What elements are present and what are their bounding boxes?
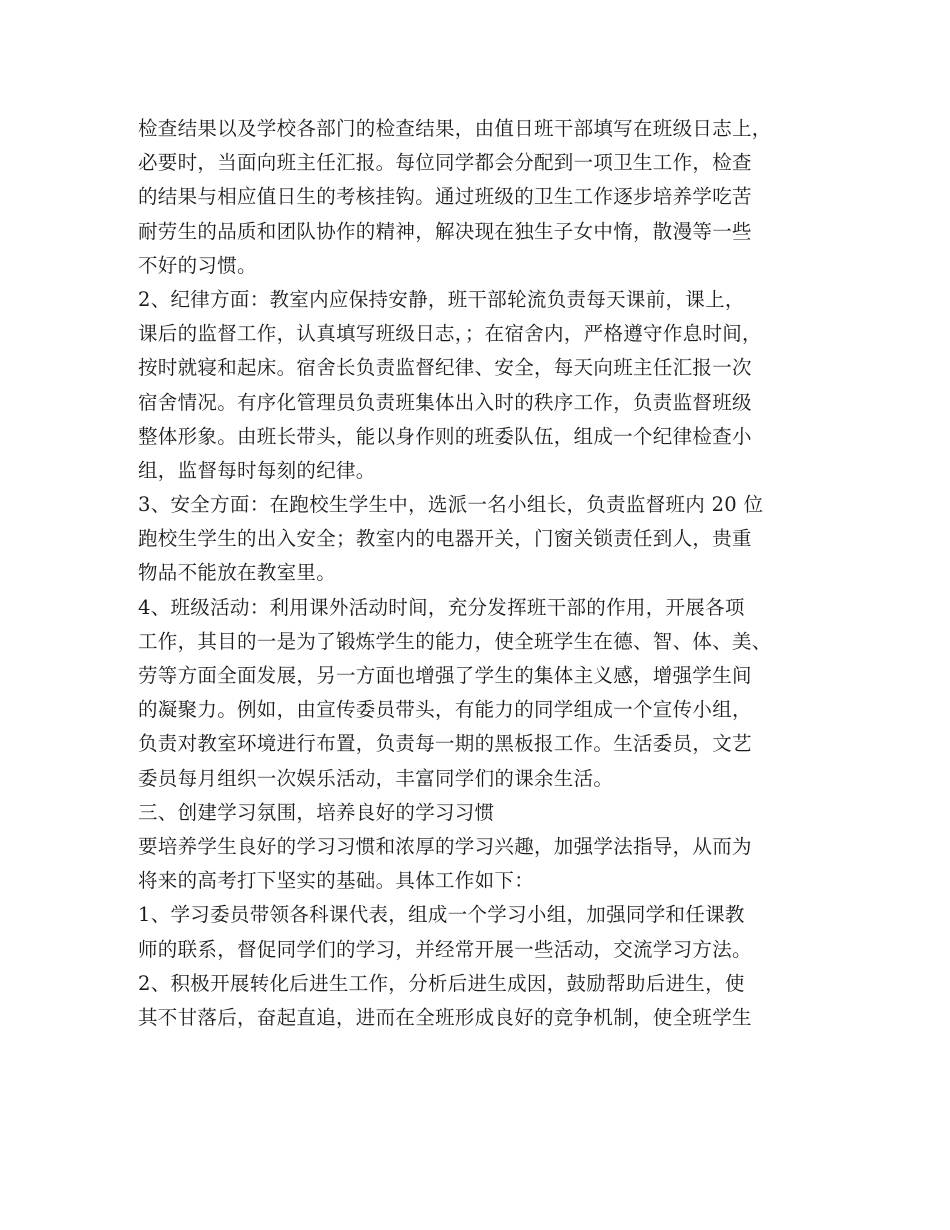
text-line: 3、安全方面：在跑校生学生中，选派一名小组长，负责监督班内 20 位: [138, 493, 764, 517]
text-line: 不好的习惯。: [138, 253, 257, 277]
text-line: 跑校生学生的出入安全；教室内的电器开关，门窗关锁责任到人，贵重: [138, 527, 752, 551]
text-line: 物品不能放在教室里。: [138, 561, 337, 585]
text-line: 整体形象。由班长带头，能以身作则的班委队伍，组成一个纪律检查小: [138, 424, 752, 448]
text-line: 4、班级活动：利用课外活动时间，充分发挥班干部的作用，开展各项: [138, 595, 745, 619]
text-line: 师的联系，督促同学们的学习，并经常开展一些活动，交流学习方法。: [138, 937, 752, 961]
text-line: 必要时，当面向班主任汇报。每位同学都会分配到一项卫生工作，检查: [138, 151, 752, 175]
text-line: 检查结果以及学校各部门的检查结果，由值日班干部填写在班级日志上，: [138, 117, 772, 140]
text-line: 1、学习委员带领各科课代表，组成一个学习小组，加强同学和任课教: [138, 903, 745, 927]
text-line: 劳等方面全面发展，另一方面也增强了学生的集体主义感，增强学生间: [138, 664, 752, 687]
text-line: 按时就寝和起床。宿舍长负责监督纪律、安全，每天向班主任汇报一次: [138, 356, 752, 380]
text-line: 宿舍情况。有序化管理员负责班集体出入时的秩序工作，负责监督班级: [138, 390, 752, 414]
text-line: 负责对教室环境进行布置，负责每一期的黑板报工作。生活委员，文艺: [138, 732, 752, 756]
text-line: 2、纪律方面：教室内应保持安静，班干部轮流负责每天课前，课上，: [138, 287, 745, 311]
text-line: 的结果与相应值日生的考核挂钩。通过班级的卫生工作逐步培养学吃苦: [138, 185, 752, 209]
document-body: [138, 112, 818, 1035]
section-heading: 三、创建学习氛围，培养良好的学习习惯: [138, 800, 495, 824]
text-line: 要培养学生良好的学习习惯和浓厚的学习兴趣，加强学法指导，从而为: [138, 834, 752, 858]
text-line: 组，监督每时每刻的纪律。: [138, 458, 376, 482]
text-line: 工作，其目的一是为了锻炼学生的能力，使全班学生在德、智、体、美、: [138, 629, 772, 653]
text-line: 委员每月组织一次娱乐活动，丰富同学们的课余生活。: [138, 766, 614, 790]
text-line: 课后的监督工作，认真填写班级日志，；在宿舍内，严格遵守作息时间，: [138, 322, 762, 346]
text-line: 耐劳生的品质和团队协作的精神，解决现在独生子女中惰，散漫等一些: [138, 219, 752, 243]
text-line: 2、积极开展转化后进生工作，分析后进生成因，鼓励帮助后进生，使: [138, 971, 745, 995]
text-line: 其不甘落后，奋起直追，进而在全班形成良好的竞争机制，使全班学生: [138, 1005, 752, 1029]
text-line: 的凝聚力。例如，由宣传委员带头，有能力的同学组成一个宣传小组，: [138, 698, 752, 722]
text-line: 将来的高考打下坚实的基础。具体工作如下：: [138, 869, 535, 893]
